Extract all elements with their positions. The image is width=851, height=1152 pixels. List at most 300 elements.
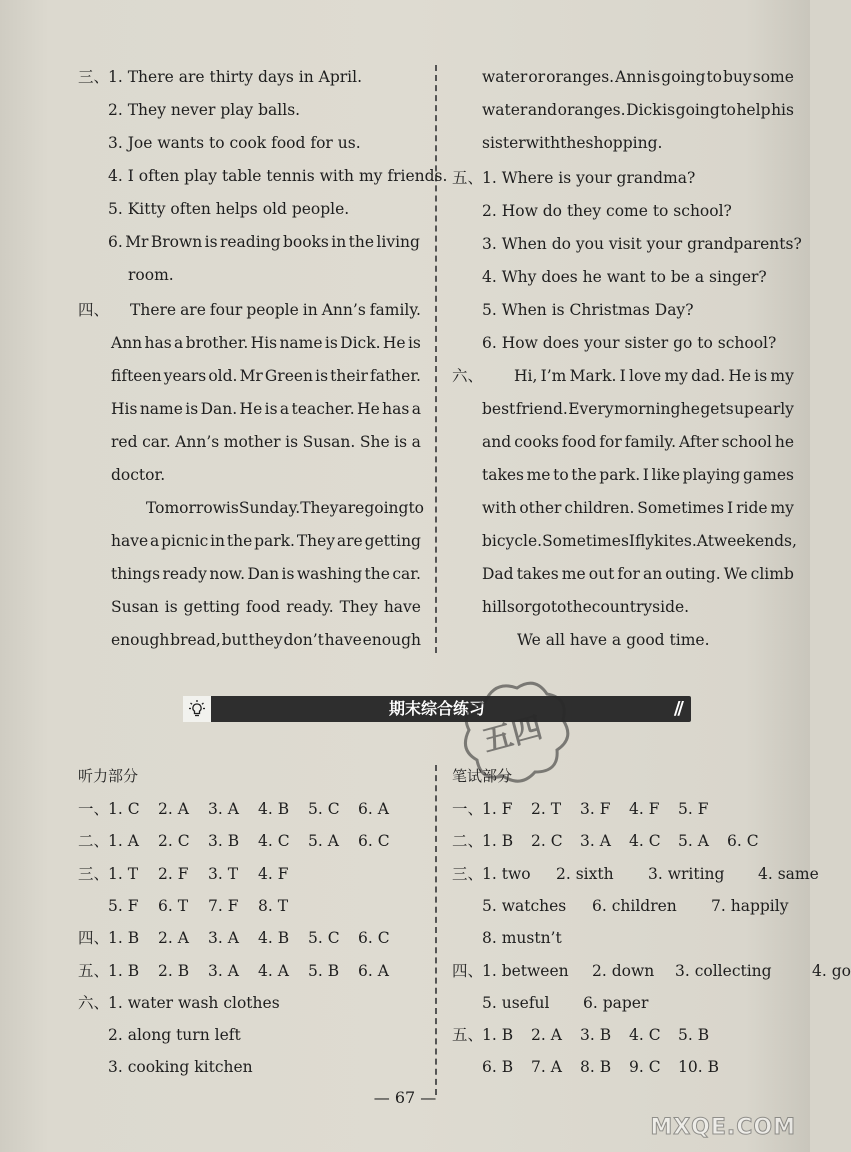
word: friend.: [515, 400, 568, 418]
word: ride: [736, 499, 768, 517]
word: There: [130, 301, 177, 319]
answer-item: 4. go: [812, 961, 851, 980]
word: my: [664, 367, 688, 385]
answer-item: 3. A: [208, 961, 239, 980]
word: fly: [635, 532, 655, 550]
answer-item: 3. T: [208, 864, 239, 883]
word: are: [336, 532, 363, 550]
word: in: [210, 532, 226, 550]
answer-line: 3. Joe wants to cook food for us.: [108, 134, 361, 152]
answer-item: 6. C: [358, 832, 390, 851]
word: with: [525, 134, 561, 152]
answer-line: 2. How do they come to school?: [482, 202, 732, 220]
word: shopping.: [585, 134, 663, 152]
word: is: [285, 433, 299, 451]
word: he: [680, 400, 700, 418]
word: a: [411, 433, 421, 451]
row-label: 六、: [78, 993, 110, 1012]
word: weekends,: [713, 532, 797, 550]
column-divider: [435, 65, 437, 653]
answer-item: 5. B: [678, 1026, 710, 1045]
answer-item: 4. C: [258, 832, 290, 851]
word: hills: [482, 598, 515, 616]
answer-item: 6. C: [358, 929, 390, 948]
word: red: [111, 433, 138, 451]
word: going: [364, 499, 409, 517]
word: love: [629, 367, 662, 385]
word: He: [728, 367, 752, 385]
page-number: — 67 —: [373, 1088, 437, 1107]
word: Dad: [482, 565, 514, 583]
answer-item: 1. F: [482, 800, 513, 818]
answer-item: 3. F: [580, 800, 611, 818]
word: best: [482, 400, 516, 418]
word: kites.: [654, 532, 697, 550]
answer-item: 10. B: [678, 1058, 719, 1077]
word: brother.: [185, 334, 249, 352]
word: playing: [682, 466, 741, 484]
text-line: [108, 231, 420, 253]
answer-item: 2. T: [531, 800, 562, 818]
row-label: 二、: [78, 832, 110, 851]
word: cooks: [514, 433, 559, 451]
answer-item: 5. useful: [482, 993, 550, 1012]
word: are: [338, 499, 365, 517]
word: ready: [162, 565, 207, 583]
word: food: [245, 598, 281, 616]
answer-item: 8. mustn’t: [482, 929, 562, 948]
word: his: [771, 101, 794, 119]
answer-item: 2. C: [158, 832, 190, 851]
row-label: 二、: [452, 832, 484, 851]
word: Every: [568, 400, 614, 418]
word: he: [774, 433, 794, 451]
watermark-text: MXQE.COM: [650, 1115, 796, 1140]
row-label: 一、: [78, 800, 110, 818]
answer-item: 6. A: [358, 961, 389, 980]
word: living: [376, 233, 420, 251]
word: have: [383, 598, 421, 616]
word: is: [185, 400, 199, 418]
word: is: [394, 433, 408, 451]
word: the: [364, 565, 390, 583]
word: is: [264, 400, 278, 418]
answer-item: 1. water wash clothes: [108, 993, 280, 1012]
word: Mr: [125, 233, 149, 251]
answer-item: 5. watches: [482, 896, 567, 915]
word: have: [111, 532, 149, 550]
word: name: [139, 400, 183, 418]
word: Mark.: [569, 367, 617, 385]
word: She: [359, 433, 390, 451]
word: They: [339, 598, 378, 616]
word: four: [209, 301, 243, 319]
text-line: [111, 332, 421, 354]
answer-line: room.: [128, 266, 174, 284]
word: I: [642, 466, 649, 484]
answer-item: 3. writing: [648, 864, 725, 883]
part-title: 笔试部分: [452, 767, 513, 785]
answer-item: 4. F: [258, 864, 289, 883]
row-label: 四、: [452, 961, 484, 980]
word: school: [721, 433, 772, 451]
answer-item: 6. paper: [583, 993, 649, 1012]
word: is: [662, 101, 676, 119]
word: car.: [142, 433, 171, 451]
text-line: [111, 563, 421, 585]
word: an: [642, 565, 663, 583]
text-line: [130, 299, 421, 321]
answer-item: 6. B: [482, 1058, 514, 1077]
word: the: [560, 134, 586, 152]
word: outing.: [665, 565, 721, 583]
text-line: [482, 497, 794, 519]
word: people: [246, 301, 299, 319]
word: takes: [516, 565, 559, 583]
text-line: [482, 132, 663, 154]
text-line: [482, 563, 794, 585]
answer-item: 6. A: [358, 800, 389, 818]
answer-item: 2. A: [531, 1026, 562, 1045]
answer-item: 3. A: [208, 800, 239, 818]
word: teacher.: [291, 400, 355, 418]
answer-line: 1. There are thirty days in April.: [108, 68, 362, 86]
word: are: [180, 301, 206, 319]
word: washing: [296, 565, 363, 583]
answer-item: 1. B: [482, 1026, 514, 1045]
word: Brown: [150, 233, 203, 251]
text-line: [111, 530, 421, 552]
word: fifteen: [111, 367, 162, 385]
word: is: [225, 499, 239, 517]
word: for: [617, 565, 640, 583]
word: picnic: [161, 532, 209, 550]
section-label: 三、: [78, 68, 110, 86]
word: years: [163, 367, 207, 385]
answer-item: 2. sixth: [556, 864, 614, 883]
answer-item: 3. A: [208, 929, 239, 948]
answer-item: 6. children: [592, 896, 677, 915]
word: don’t: [283, 631, 324, 649]
text-line: [111, 431, 421, 453]
answer-item: 5. B: [308, 961, 340, 980]
word: park.: [254, 532, 295, 550]
column-divider-bottom: [435, 765, 437, 1095]
word: has: [382, 400, 410, 418]
word: Dan: [247, 565, 280, 583]
answer-item: 1. B: [108, 929, 140, 948]
answer-item: 2. along turn left: [108, 1026, 241, 1045]
word: 6.: [108, 233, 123, 251]
text-line: [482, 431, 794, 453]
row-label: 三、: [452, 864, 484, 883]
row-label: 三、: [78, 864, 110, 883]
answer-item: 8. B: [580, 1058, 612, 1077]
text-line: [514, 365, 794, 387]
section-label: 五、: [452, 169, 484, 187]
word: go: [531, 598, 551, 616]
answer-item: 5. F: [678, 800, 709, 818]
row-label: 五、: [452, 1026, 484, 1045]
word: has: [144, 334, 172, 352]
answer-item: 2. B: [158, 961, 190, 980]
answer-item: 4. F: [629, 800, 660, 818]
word: they: [248, 631, 283, 649]
word: help: [736, 101, 771, 119]
answer-line: 5. Kitty often helps old people.: [108, 200, 350, 218]
word: I: [628, 532, 636, 550]
word: I: [619, 367, 626, 385]
section-banner: [183, 696, 691, 722]
word: is: [281, 565, 295, 583]
word: countryside.: [591, 598, 690, 616]
word: reading: [219, 233, 281, 251]
word: getting: [183, 598, 241, 616]
word: I: [727, 499, 734, 517]
word: to: [706, 68, 722, 86]
answer-item: 2. F: [158, 864, 189, 883]
answer-item: 7. happily: [711, 896, 789, 915]
word: is: [407, 334, 421, 352]
word: They: [296, 532, 336, 550]
answer-item: 1. C: [108, 800, 140, 818]
row-label: 四、: [78, 929, 110, 948]
word: Sometimes: [637, 499, 725, 517]
word: have: [324, 631, 362, 649]
word: getting: [364, 532, 421, 550]
word: or: [528, 68, 546, 86]
answer-item: 5. A: [308, 832, 339, 851]
word: is: [164, 598, 178, 616]
word: books: [282, 233, 329, 251]
answer-line: 3. When do you visit your grandparents?: [482, 235, 802, 253]
section-label: 六、: [452, 367, 484, 385]
section-title: 期末综合练习: [388, 699, 485, 718]
word: bread,: [170, 631, 221, 649]
answer-item: 5. C: [308, 800, 340, 818]
answer-item: 7. F: [208, 896, 239, 915]
word: the: [348, 233, 375, 251]
word: I’m: [540, 367, 567, 385]
passage-line: We all have a good time.: [517, 631, 710, 649]
word: enough: [111, 631, 170, 649]
word: morning: [614, 400, 681, 418]
answer-item: 2. down: [592, 961, 655, 980]
word: Ann: [615, 68, 647, 86]
answer-line: 6. How does your sister go to school?: [482, 334, 777, 352]
answer-item: 2. A: [158, 929, 189, 948]
word: a: [411, 400, 421, 418]
answer-item: 4. C: [629, 1026, 661, 1045]
answer-item: 1. A: [108, 832, 139, 851]
banner-decoration: //: [673, 698, 681, 719]
word: oranges.: [546, 68, 615, 86]
word: now.: [209, 565, 246, 583]
text-line: [482, 99, 794, 121]
answer-item: 6. T: [158, 896, 189, 915]
word: dad.: [691, 367, 726, 385]
word: He: [357, 400, 380, 418]
word: His: [250, 334, 278, 352]
word: me: [526, 466, 551, 484]
word: to: [550, 598, 567, 616]
answer-item: 9. C: [629, 1058, 661, 1077]
word: Ann: [111, 334, 143, 352]
answer-item: 4. same: [758, 864, 819, 883]
word: takes: [482, 466, 524, 484]
word: some: [752, 68, 794, 86]
word: the: [571, 466, 597, 484]
word: to: [720, 101, 736, 119]
word: is: [204, 233, 218, 251]
word: His: [111, 400, 138, 418]
word: father.: [369, 367, 421, 385]
word: my: [770, 367, 794, 385]
answer-line: 1. Where is your grandma?: [482, 169, 696, 187]
word: Hi,: [514, 367, 538, 385]
word: in: [302, 301, 318, 319]
answer-item: 1. B: [482, 832, 514, 851]
answer-item: 4. C: [629, 832, 661, 851]
word: and: [527, 101, 558, 119]
word: going: [675, 101, 720, 119]
word: my: [770, 499, 794, 517]
answer-item: 1. two: [482, 864, 531, 883]
text-line: [111, 365, 421, 387]
answer-item: 4. A: [258, 961, 289, 980]
word: going: [661, 68, 706, 86]
word: is: [315, 367, 329, 385]
text-line: [482, 398, 794, 420]
word: Sunday.: [238, 499, 301, 517]
word: Mr: [239, 367, 263, 385]
word: sister: [482, 134, 526, 152]
word: He: [239, 400, 263, 418]
answer-item: 3. B: [208, 832, 240, 851]
word: early: [754, 400, 794, 418]
word: Susan: [111, 598, 159, 616]
text-line: [111, 629, 421, 651]
word: climb: [750, 565, 794, 583]
word: Tomorrow: [146, 499, 226, 517]
word: is: [754, 367, 768, 385]
text-line: [482, 66, 794, 88]
text-line: [482, 530, 797, 552]
word: mother: [223, 433, 281, 451]
word: Green: [264, 367, 314, 385]
answer-item: 5. C: [308, 929, 340, 948]
answer-line: 5. When is Christmas Day?: [482, 301, 694, 319]
word: children.: [564, 499, 635, 517]
word: At: [696, 532, 714, 550]
word: car.: [392, 565, 421, 583]
word: to: [553, 466, 569, 484]
word: old.: [208, 367, 238, 385]
word: Susan.: [302, 433, 356, 451]
answer-item: 4. B: [258, 800, 290, 818]
word: but: [221, 631, 248, 649]
word: Ann’s: [321, 301, 366, 319]
word: games: [742, 466, 794, 484]
word: is: [324, 334, 338, 352]
word: other: [519, 499, 562, 517]
word: family.: [624, 433, 677, 451]
text-line: [146, 497, 424, 519]
answer-item: 3. collecting: [675, 961, 772, 980]
word: out: [588, 565, 615, 583]
word: or: [514, 598, 532, 616]
word: with: [482, 499, 517, 517]
row-label: 五、: [78, 961, 110, 980]
answer-item: 1. T: [108, 864, 139, 883]
text-line: [111, 596, 421, 618]
answer-item: 4. B: [258, 929, 290, 948]
word: a: [149, 532, 160, 550]
word: He: [382, 334, 406, 352]
word: me: [561, 565, 586, 583]
word: After: [679, 433, 719, 451]
word: a: [174, 334, 184, 352]
answer-item: 3. B: [580, 1026, 612, 1045]
word: buy: [723, 68, 752, 86]
stamp-mark: [445, 672, 585, 802]
answer-item: 3. cooking kitchen: [108, 1058, 253, 1077]
word: their: [330, 367, 368, 385]
answer-item: 1. B: [108, 961, 140, 980]
word: enough: [362, 631, 421, 649]
answer-item: 1. between: [482, 961, 569, 980]
word: up: [734, 400, 754, 418]
section-label: 四、: [78, 301, 110, 319]
answer-item: 8. T: [258, 896, 289, 915]
text-line: [482, 596, 688, 618]
text-line: [482, 464, 794, 486]
answer-item: 3. A: [580, 832, 611, 851]
text-line: [111, 398, 421, 420]
word: They: [300, 499, 339, 517]
word: is: [647, 68, 661, 86]
word: to: [408, 499, 424, 517]
answer-item: 7. A: [531, 1058, 562, 1077]
answer-item: 2. C: [531, 832, 563, 851]
passage-line: doctor.: [111, 466, 166, 484]
word: family.: [369, 301, 421, 319]
answer-line: 2. They never play balls.: [108, 101, 301, 119]
answer-item: 6. C: [727, 832, 759, 851]
svg-text:五四: 五四: [479, 710, 547, 760]
word: Dan.: [200, 400, 238, 418]
word: food: [561, 433, 597, 451]
answer-item: 2. A: [158, 800, 189, 818]
word: bicycle.: [482, 532, 543, 550]
word: Ann’s: [175, 433, 220, 451]
watermark-logo: [650, 1074, 804, 1144]
word: things: [111, 565, 161, 583]
row-label: 一、: [452, 800, 484, 818]
word: gets: [700, 400, 734, 418]
answer-line: 4. I often play table tennis with my friends.: [108, 167, 448, 185]
word: Sometimes: [542, 532, 629, 550]
part-title: 听力部分: [78, 767, 139, 785]
answer-line: 4. Why does he want to be a singer?: [482, 268, 767, 286]
word: name: [279, 334, 323, 352]
word: park.: [599, 466, 641, 484]
word: ready.: [286, 598, 334, 616]
word: in: [331, 233, 347, 251]
word: water: [482, 68, 528, 86]
answer-item: 5. A: [678, 832, 709, 851]
answer-item: 5. F: [108, 896, 139, 915]
